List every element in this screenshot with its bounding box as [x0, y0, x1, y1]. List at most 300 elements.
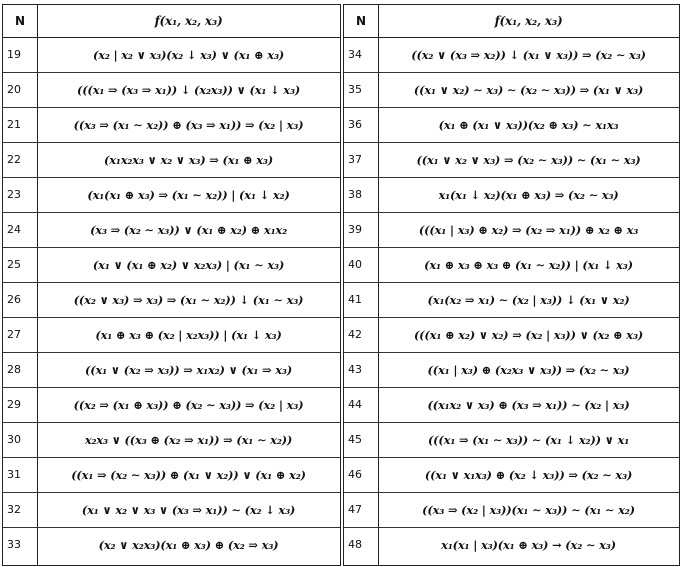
- row-number: 45: [348, 433, 362, 446]
- negated-term: x₂: [84, 292, 96, 307]
- expression-part: ): [300, 467, 306, 482]
- table-row: [3, 282, 340, 318]
- expression-part: ⊕ (x₂ ⇒ x₁)) ⇒ (: [146, 432, 242, 447]
- table-row: [344, 37, 679, 73]
- negated-term: x₃: [623, 152, 636, 167]
- row-number: 26: [7, 293, 21, 306]
- function-expression: [37, 503, 340, 517]
- negated-term: x₃: [457, 257, 470, 272]
- negated-term: x₂: [205, 187, 217, 202]
- table-row: [3, 527, 340, 562]
- expression-part: )) ∼ (x₁ ∼ x₂): [556, 502, 635, 517]
- negated-term: x₃: [626, 222, 639, 237]
- table-row: [344, 177, 679, 213]
- table-row: [344, 107, 679, 143]
- expression-part: ⇒: [528, 397, 546, 412]
- negated-term: x₃: [261, 537, 274, 552]
- negated-term: x₁: [429, 257, 441, 272]
- negated-term: x₁: [81, 467, 94, 482]
- expression-part: ⊕ x₃ ⊕ (x₁ ∼: [469, 257, 549, 272]
- negated-term: x₂: [263, 397, 276, 412]
- negated-term: x₂: [84, 432, 97, 447]
- negated-term: x₃: [264, 327, 277, 342]
- negated-term: x₂: [115, 502, 127, 517]
- function-expression: [37, 398, 340, 412]
- negated-term: x₃: [286, 397, 299, 412]
- function-expression: [37, 48, 340, 62]
- table-row: [344, 422, 679, 458]
- expression-part: ∨ x₂ ∨ x₃) ⇒ (: [438, 152, 523, 167]
- expression-part: ((: [71, 467, 82, 482]
- negated-term: x₃: [267, 257, 279, 272]
- negated-term: x₁: [219, 117, 231, 132]
- negated-term: x₃: [612, 397, 625, 412]
- negated-term: )): [567, 47, 579, 62]
- expression-part: (: [98, 537, 104, 552]
- expression-part: ∨ ((: [107, 432, 136, 447]
- expression-part: ): [284, 187, 290, 202]
- row-number: 22: [7, 153, 21, 166]
- table-row: [3, 247, 340, 283]
- expression-part: ⇒ (: [104, 82, 127, 97]
- expression-part: ∨ (: [109, 257, 132, 272]
- expression-part: ∨ x₃): [609, 82, 644, 97]
- expression-part: (((x₁ ⊕ x₂) ∨ x₂) ⇒ (: [413, 327, 531, 342]
- expression-part: ∨: [126, 502, 144, 517]
- table-row: [3, 352, 340, 388]
- negated-term: x₁: [165, 537, 178, 552]
- negated-term: x₃: [177, 502, 189, 517]
- row-number: 30: [7, 433, 21, 446]
- expression-part: ): [286, 362, 293, 377]
- expression-part: ∨ x₂: [115, 537, 144, 552]
- row-number: 24: [7, 223, 21, 236]
- expression-part: )(x₁ ⊕: [495, 187, 535, 202]
- expression-part: ↓ x₃): [266, 82, 301, 97]
- negated-term: x₃: [143, 502, 156, 517]
- expression-part: )) ∼: [217, 502, 245, 517]
- negated-term: x₂: [530, 327, 543, 342]
- row-number: 29: [7, 398, 21, 411]
- expression-part: ∨ x₂) ∼ x₃) ∼ (x₂ ∼ x₃)) ⇒ (: [435, 82, 599, 97]
- row-number: 34: [348, 48, 362, 61]
- expression-part: ) ∼: [573, 117, 596, 132]
- row-number: 33: [7, 538, 21, 551]
- negated-term: x₃: [200, 47, 212, 62]
- expression-part: ∼ x₃)) ⇒ (: [202, 397, 264, 412]
- function-expression: [378, 503, 679, 517]
- table-right: [343, 4, 680, 566]
- expression-part: ((x₁ |: [427, 362, 462, 377]
- table-row: [3, 107, 340, 143]
- negated-term: x₃: [205, 257, 217, 272]
- expression-part: )) ↓ (x₁ ∼ x₃): [225, 292, 304, 307]
- expression-part: ) ⇒ (x₁ ∼: [149, 187, 206, 202]
- expression-part: )) ∨ (x₁ ⊕: [228, 467, 290, 482]
- negated-term: x₃: [545, 502, 557, 517]
- row-number: 40: [348, 258, 362, 271]
- row-number: 37: [348, 153, 362, 166]
- expression-part: ((x₁ ∨ x₁x₃) ⊕ (x₂ ↓: [424, 467, 543, 482]
- expression-part: ∨ (: [433, 47, 456, 62]
- negated-term: x₁: [595, 117, 607, 132]
- expression-part: (x₁ ⊕ (x₁ ∨: [438, 117, 506, 132]
- expression-part: |: [601, 397, 613, 412]
- table-row: [344, 317, 679, 353]
- negated-term: x₁: [438, 187, 450, 202]
- expression-part: ⇒ (x₂ ∼ x₃): [578, 47, 646, 62]
- negated-term: x₃: [461, 362, 473, 377]
- negated-term: x₃: [606, 117, 619, 132]
- negated-term: x₂: [483, 47, 496, 62]
- expression-part: (x₂ | x₂ ∨ x₃)(x₂ ↓: [92, 47, 201, 62]
- negated-term: x₁: [598, 82, 610, 97]
- num-column-header: N: [355, 14, 367, 28]
- table-header-left: [3, 5, 340, 38]
- expression-part: ((x₂ ⇒ (x₁ ⊕ x₃)) ⊕ (: [73, 397, 191, 412]
- negated-term: x₁: [545, 397, 557, 412]
- negated-term: x₂: [548, 257, 561, 272]
- expression-part: ) → (x₂ ∼ x₃): [543, 537, 616, 552]
- expression-part: ): [298, 397, 304, 412]
- function-expression: [378, 48, 679, 62]
- table-header-right: [344, 5, 679, 38]
- row-number: 48: [348, 538, 362, 551]
- negated-term: (x₁ ∨ x₂): [579, 292, 630, 307]
- function-expression: [378, 363, 679, 377]
- negated-term: x₃: [143, 537, 156, 552]
- expression-part: ⇒: [202, 117, 220, 132]
- expression-part: ⇒: [466, 47, 484, 62]
- negated-term: x₃: [505, 117, 518, 132]
- negated-term: x₃: [157, 222, 170, 237]
- expression-part: ) ⇒ (x₂ ∼ x₃): [545, 187, 619, 202]
- function-expression: [37, 328, 340, 342]
- expression-part: x₁(x₁ | x₃)(: [441, 537, 503, 552]
- negated-term: x₂: [598, 222, 610, 237]
- expression-part: ∼ x₃)) ⊕ (: [126, 467, 189, 482]
- expression-part: ⇒: [188, 502, 206, 517]
- negated-term: x₁: [98, 257, 110, 272]
- expression-part: (x₁: [103, 152, 121, 167]
- negated-term: x₁: [131, 257, 144, 272]
- expression-part: ⇒ (: [93, 467, 116, 482]
- function-expression: [37, 538, 340, 552]
- table-row: [3, 72, 340, 108]
- expression-part: ((: [413, 82, 425, 97]
- function-expression: [37, 83, 340, 97]
- negated-term: x₂: [522, 152, 534, 167]
- function-expression: [37, 223, 340, 237]
- expression-part: ): [276, 327, 282, 342]
- expression-part: (x₁ ⊕ x₃ ⊕ (x₂ | x₂x₃)) | (: [95, 327, 237, 342]
- row-number: 19: [7, 48, 21, 61]
- function-expression: [378, 538, 679, 552]
- negated-term: x₁: [205, 502, 218, 517]
- expression-part: )) ⇒ (x₂ ∼ x₃): [551, 362, 630, 377]
- function-expression: [37, 468, 340, 482]
- negated-term: x₃: [112, 292, 124, 307]
- row-number: 39: [348, 223, 362, 236]
- expression-part: ∨: [199, 467, 217, 482]
- negated-term: x₁: [426, 152, 439, 167]
- negated-term: (x₂ ↓ x₃): [244, 502, 296, 517]
- expression-part: )) ∼ (: [556, 397, 590, 412]
- function-expression: [37, 363, 340, 377]
- expression-part: (((: [76, 82, 93, 97]
- negated-term: x₂: [190, 397, 203, 412]
- table-row: [3, 317, 340, 353]
- expression-part: ((: [416, 152, 427, 167]
- negated-term: x₃: [626, 327, 638, 342]
- expression-part: )) ⇒ (x₂ ∼ x₃): [554, 467, 633, 482]
- table-row: [3, 457, 340, 493]
- expression-part: ) ∼ (x₂ | x₃)) ↓: [489, 292, 580, 307]
- function-expression: [37, 433, 340, 447]
- table-row: [344, 247, 679, 283]
- expression-part: (x₁(x₁ ⊕: [87, 187, 138, 202]
- function-expression: [378, 433, 679, 447]
- function-expression: [378, 398, 679, 412]
- expression-part: )) ⊕: [570, 222, 599, 237]
- table-row: [344, 72, 679, 108]
- negated-term: x₂: [449, 397, 462, 412]
- expression-part: ((x₁ ∨ (x₂ ⇒ x₃)) ⇒ x₁x₂) ∨ (: [84, 362, 247, 377]
- table-row: [344, 492, 679, 528]
- negated-term: x₃: [542, 467, 555, 482]
- negated-term: x₂: [115, 467, 127, 482]
- function-expression: [37, 118, 340, 132]
- negated-term: x₂: [230, 222, 242, 237]
- negated-term: x₃: [531, 537, 544, 552]
- table-row: [3, 142, 340, 178]
- expression-part: ) | (: [216, 257, 239, 272]
- row-number: 43: [348, 363, 362, 376]
- negated-term: ) ⇒ x₃) ⇒: [123, 292, 180, 307]
- expression-part: )) ↓ (x₁ ∨: [495, 47, 557, 62]
- negated-term: x₂: [421, 47, 434, 62]
- expression-part: (x₁ ↓: [449, 187, 484, 202]
- expression-part: ⊕: [440, 257, 458, 272]
- expression-part: )) ⇒ (: [230, 117, 264, 132]
- row-number: 20: [7, 83, 21, 96]
- expression-part: ⊕: [514, 537, 532, 552]
- table-row: [3, 422, 340, 458]
- negated-term: x₂: [263, 117, 276, 132]
- negated-term: x₁: [238, 257, 251, 272]
- expression-part: (((: [418, 222, 435, 237]
- expression-part: ∼ x₃)) ∼ (x₁ ∼: [533, 152, 624, 167]
- expression-part: ((: [411, 47, 422, 62]
- row-number: 21: [7, 118, 21, 131]
- expression-part: )(: [155, 537, 166, 552]
- negated-term: x₁: [443, 432, 456, 447]
- expression-part: ⇒: [258, 362, 276, 377]
- expression-part: )) ∼ (: [517, 432, 551, 447]
- table-row: [344, 457, 679, 493]
- expression-part: ): [637, 327, 644, 342]
- negated-term: x₃: [135, 432, 147, 447]
- negated-term: x₃: [190, 117, 203, 132]
- expression-part: ((: [427, 397, 439, 412]
- expression-part: ((: [73, 292, 85, 307]
- negated-term: x₃: [432, 502, 445, 517]
- negated-term: x₃: [556, 47, 568, 62]
- negated-term: x₃: [96, 432, 108, 447]
- negated-term: x₂: [483, 187, 496, 202]
- function-column-header: f(x₁, x₂, x₃): [154, 14, 223, 28]
- expression-part: ∨: [98, 502, 116, 517]
- expression-part: (: [424, 257, 430, 272]
- table-row: [3, 212, 340, 248]
- negated-term: x₁: [241, 432, 254, 447]
- table-row: [3, 37, 340, 73]
- function-expression: [378, 118, 679, 132]
- expression-part: ⊕ x₂) ∨ x₂: [143, 257, 206, 272]
- expression-part: ∨: [461, 397, 478, 412]
- expression-part: ⇒ (x₁ ∼: [455, 432, 506, 447]
- expression-part: x₃ ∨: [132, 152, 161, 167]
- table-row: [344, 212, 679, 248]
- negated-term: x₃: [275, 362, 287, 377]
- negated-term: x₃: [534, 187, 546, 202]
- expression-part: ∨: [95, 292, 113, 307]
- function-expression: [378, 223, 679, 237]
- expression-part: ) ⊕ (: [489, 397, 517, 412]
- expression-part: ⊕ x₃) ⊕ (x₂ ⇒: [177, 537, 262, 552]
- expression-part: ↓: [247, 327, 265, 342]
- expression-part: |: [275, 397, 287, 412]
- negated-term: x₁: [434, 222, 447, 237]
- expression-part: ∨ x₃) ⇒ (x₁ ⊕ x₃): [171, 152, 274, 167]
- expression-part: ): [273, 537, 279, 552]
- expression-part: )) | (x₁ ↓ x₃): [560, 257, 633, 272]
- expression-part: ): [278, 257, 285, 272]
- negated-term: x₁: [246, 362, 259, 377]
- row-number: 42: [348, 328, 362, 341]
- negated-term: x₁: [559, 222, 571, 237]
- expression-part: )) | (x₁ ↓: [216, 187, 273, 202]
- expression-part: ∼ x₂)): [253, 432, 293, 447]
- expression-part: ) ⊕ (x₂x₃ ∨: [472, 362, 540, 377]
- expression-part: ∼: [250, 257, 268, 272]
- row-number: 38: [348, 188, 362, 201]
- negated-term: x₃: [561, 117, 574, 132]
- function-expression: [378, 258, 679, 272]
- expression-part: ) ⊕ x₁x₂: [241, 222, 287, 237]
- expression-part: ): [624, 397, 630, 412]
- negated-term: x₁: [478, 292, 490, 307]
- expression-part: ) ∨ (x₁ ⊕ x₃): [211, 47, 285, 62]
- table-row: [344, 527, 679, 562]
- row-number: 44: [348, 398, 362, 411]
- function-expression: [37, 188, 340, 202]
- table-left: [2, 4, 341, 566]
- num-column-header: N: [14, 14, 26, 28]
- expression-part: )) ∨ (x₁ ⊕: [169, 222, 231, 237]
- expression-part: | x₃) ⊕ x₂) ⇒ (x₂ ⇒: [446, 222, 560, 237]
- function-expression: [378, 83, 679, 97]
- negated-term: x₃: [126, 82, 138, 97]
- expression-part: | x₃)) ∨ (x₂ ⊕: [542, 327, 627, 342]
- row-number: 27: [7, 328, 21, 341]
- negated-term: x₂: [120, 152, 133, 167]
- expression-part: ))(x₂ ⊕: [517, 117, 562, 132]
- negated-term: x₁: [87, 502, 99, 517]
- negated-term: x₁: [438, 397, 450, 412]
- row-number: 36: [348, 118, 362, 131]
- expression-part: ∼: [528, 502, 546, 517]
- negated-term: x₁: [502, 537, 515, 552]
- negated-term: x₃: [286, 117, 299, 132]
- function-expression: [378, 328, 679, 342]
- expression-part: (: [81, 502, 88, 517]
- expression-part: ⇒ (x₂ |: [444, 502, 490, 517]
- negated-term: x₂: [213, 292, 226, 307]
- row-number: 23: [7, 188, 21, 201]
- negated-term: x₃: [477, 397, 490, 412]
- table-row: [344, 282, 679, 318]
- expression-part: )) ∨ x₁: [590, 432, 630, 447]
- negated-term: x₃: [539, 362, 552, 377]
- expression-part: ↓: [561, 432, 579, 447]
- row-number: 35: [348, 83, 362, 96]
- function-expression: [378, 468, 679, 482]
- expression-part: ))(: [501, 502, 517, 517]
- negated-term: x₃: [506, 432, 518, 447]
- row-number: 41: [348, 293, 362, 306]
- negated-term: x₁: [432, 292, 445, 307]
- expression-part: (x₁ ∼: [179, 292, 214, 307]
- expression-part: (x₃ ⇒ (x₂ ∼: [90, 222, 158, 237]
- row-number: 28: [7, 363, 21, 376]
- expression-part: ((: [422, 502, 433, 517]
- row-number: 31: [7, 468, 21, 481]
- expression-part: ): [298, 117, 304, 132]
- negated-term: x₁: [550, 432, 562, 447]
- negated-term: x₂: [272, 187, 285, 202]
- negated-term: x₂: [103, 537, 116, 552]
- table-row: [344, 387, 679, 423]
- row-number: 25: [7, 258, 21, 271]
- table-row: [3, 387, 340, 423]
- expression-part: ∨ (: [155, 502, 178, 517]
- expression-part: (: [427, 292, 433, 307]
- row-number: 32: [7, 503, 21, 516]
- expression-part: ((x₃ ⇒ (x₁ ∼ x₂)) ⊕ (: [73, 117, 191, 132]
- negated-term: x₂: [289, 467, 301, 482]
- table-row: [3, 492, 340, 528]
- expression-part: (x₂ ⇒: [444, 292, 479, 307]
- function-expression: [378, 293, 679, 307]
- negated-term: x₁: [424, 82, 436, 97]
- negated-term: x₂: [589, 397, 602, 412]
- negated-term: x₃: [489, 502, 502, 517]
- expression-part: ⇒ x₁)) ↓ (x₂x₃)) ∨ (: [137, 82, 255, 97]
- negated-term: x₂: [216, 467, 229, 482]
- negated-term: x₁: [516, 502, 529, 517]
- negated-term: x₁: [188, 467, 200, 482]
- negated-term: x₂: [160, 152, 172, 167]
- function-expression: [378, 153, 679, 167]
- negated-term: x₁: [254, 82, 267, 97]
- negated-term: x₃: [516, 397, 529, 412]
- table-row: [3, 177, 340, 213]
- function-expression: [37, 153, 340, 167]
- negated-term: x₂: [578, 432, 591, 447]
- function-column-header: f(x₁, x₂, x₃): [494, 14, 563, 28]
- expression-part: ): [635, 152, 641, 167]
